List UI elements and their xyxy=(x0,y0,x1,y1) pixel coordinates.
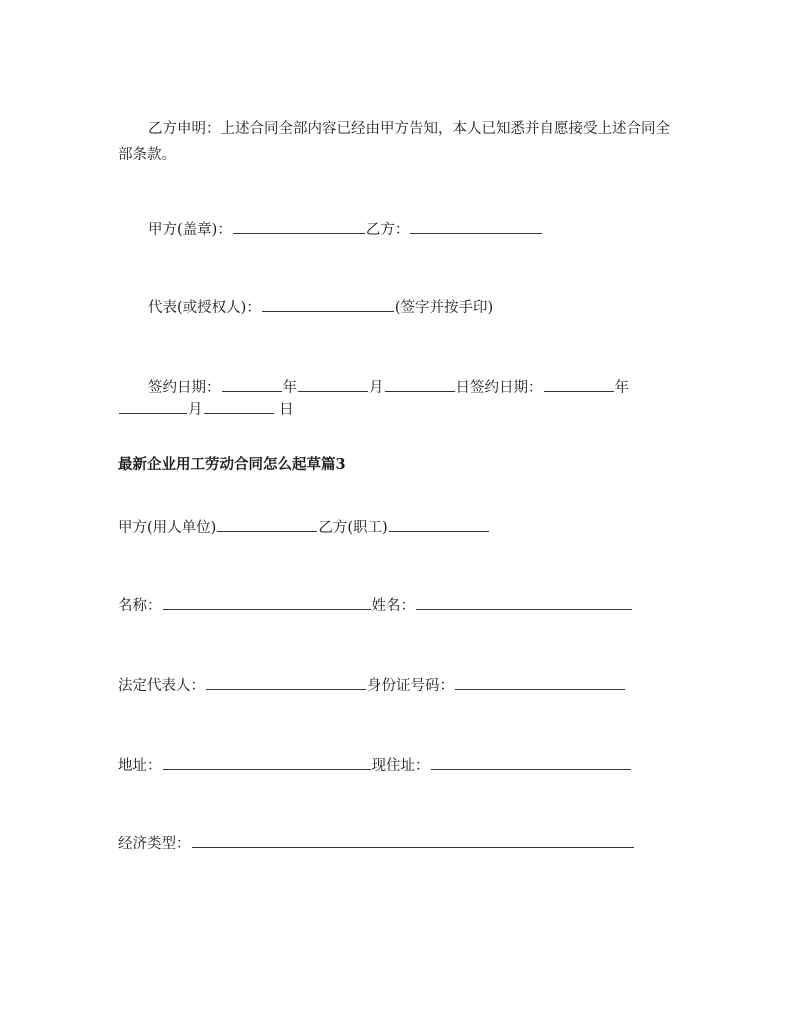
signature-parties-row xyxy=(148,218,543,241)
year-blank-1[interactable] xyxy=(222,376,282,392)
id-number-blank[interactable] xyxy=(455,674,625,690)
month-blank-2[interactable] xyxy=(119,398,187,414)
party-a-seal-blank[interactable] xyxy=(233,218,365,234)
year-label-1: 年 xyxy=(282,380,297,396)
person-name-label: 姓名： xyxy=(371,598,415,614)
section-heading-text: 最新企业用工劳动合同怎么起草篇3 xyxy=(118,456,346,473)
month-label-2: 月 xyxy=(188,402,203,418)
person-name-blank[interactable] xyxy=(416,594,632,610)
company-name-blank[interactable] xyxy=(163,594,371,610)
signing-date-row-continued xyxy=(118,398,294,421)
employer-employee-row xyxy=(118,516,490,539)
representative-note: (签字并按手印) xyxy=(394,300,494,316)
economic-type-row xyxy=(118,832,635,855)
current-address-blank[interactable] xyxy=(431,754,631,770)
party-b-label: 乙方： xyxy=(365,222,410,238)
address-label: 地址： xyxy=(118,758,162,774)
declaration-text: 乙方申明：上述合同全部内容已经由甲方告知，本人已知悉并自愿接受上述合同全部条款。 xyxy=(118,121,670,163)
party-a-seal-label: 甲方(盖章)： xyxy=(148,222,232,238)
economic-type-label: 经济类型： xyxy=(118,836,191,852)
company-name-label: 名称： xyxy=(118,598,162,614)
day-blank-1[interactable] xyxy=(385,376,455,392)
section-heading xyxy=(118,454,346,476)
name-row xyxy=(118,594,633,617)
representative-row xyxy=(148,296,493,319)
legal-rep-label: 法定代表人： xyxy=(118,678,205,694)
representative-label: 代表(或授权人)： xyxy=(148,300,261,316)
year-label-2: 年 xyxy=(614,380,629,396)
legal-rep-row xyxy=(118,674,626,697)
day-label: 日 xyxy=(279,402,294,418)
current-address-label: 现住址： xyxy=(371,758,430,774)
address-row xyxy=(118,754,632,777)
address-blank[interactable] xyxy=(163,754,371,770)
employer-label: 甲方(用人单位) xyxy=(118,520,217,536)
declaration-paragraph xyxy=(118,116,678,168)
day-blank-2[interactable] xyxy=(204,398,274,414)
representative-blank[interactable] xyxy=(262,296,394,312)
party-b-blank[interactable] xyxy=(410,218,542,234)
id-number-label: 身份证号码： xyxy=(367,678,454,694)
employee-blank[interactable] xyxy=(389,516,489,532)
employer-blank[interactable] xyxy=(217,516,317,532)
month-blank-1[interactable] xyxy=(298,376,368,392)
signing-date-row xyxy=(148,376,629,399)
signing-date-label: 签约日期： xyxy=(148,380,221,396)
legal-rep-blank[interactable] xyxy=(206,674,366,690)
employee-label: 乙方(职工) xyxy=(318,520,388,536)
economic-type-blank[interactable] xyxy=(192,832,634,848)
day-signing-date-label: 日签约日期： xyxy=(455,380,543,396)
month-label-1: 月 xyxy=(369,380,384,396)
year-blank-2[interactable] xyxy=(544,376,614,392)
